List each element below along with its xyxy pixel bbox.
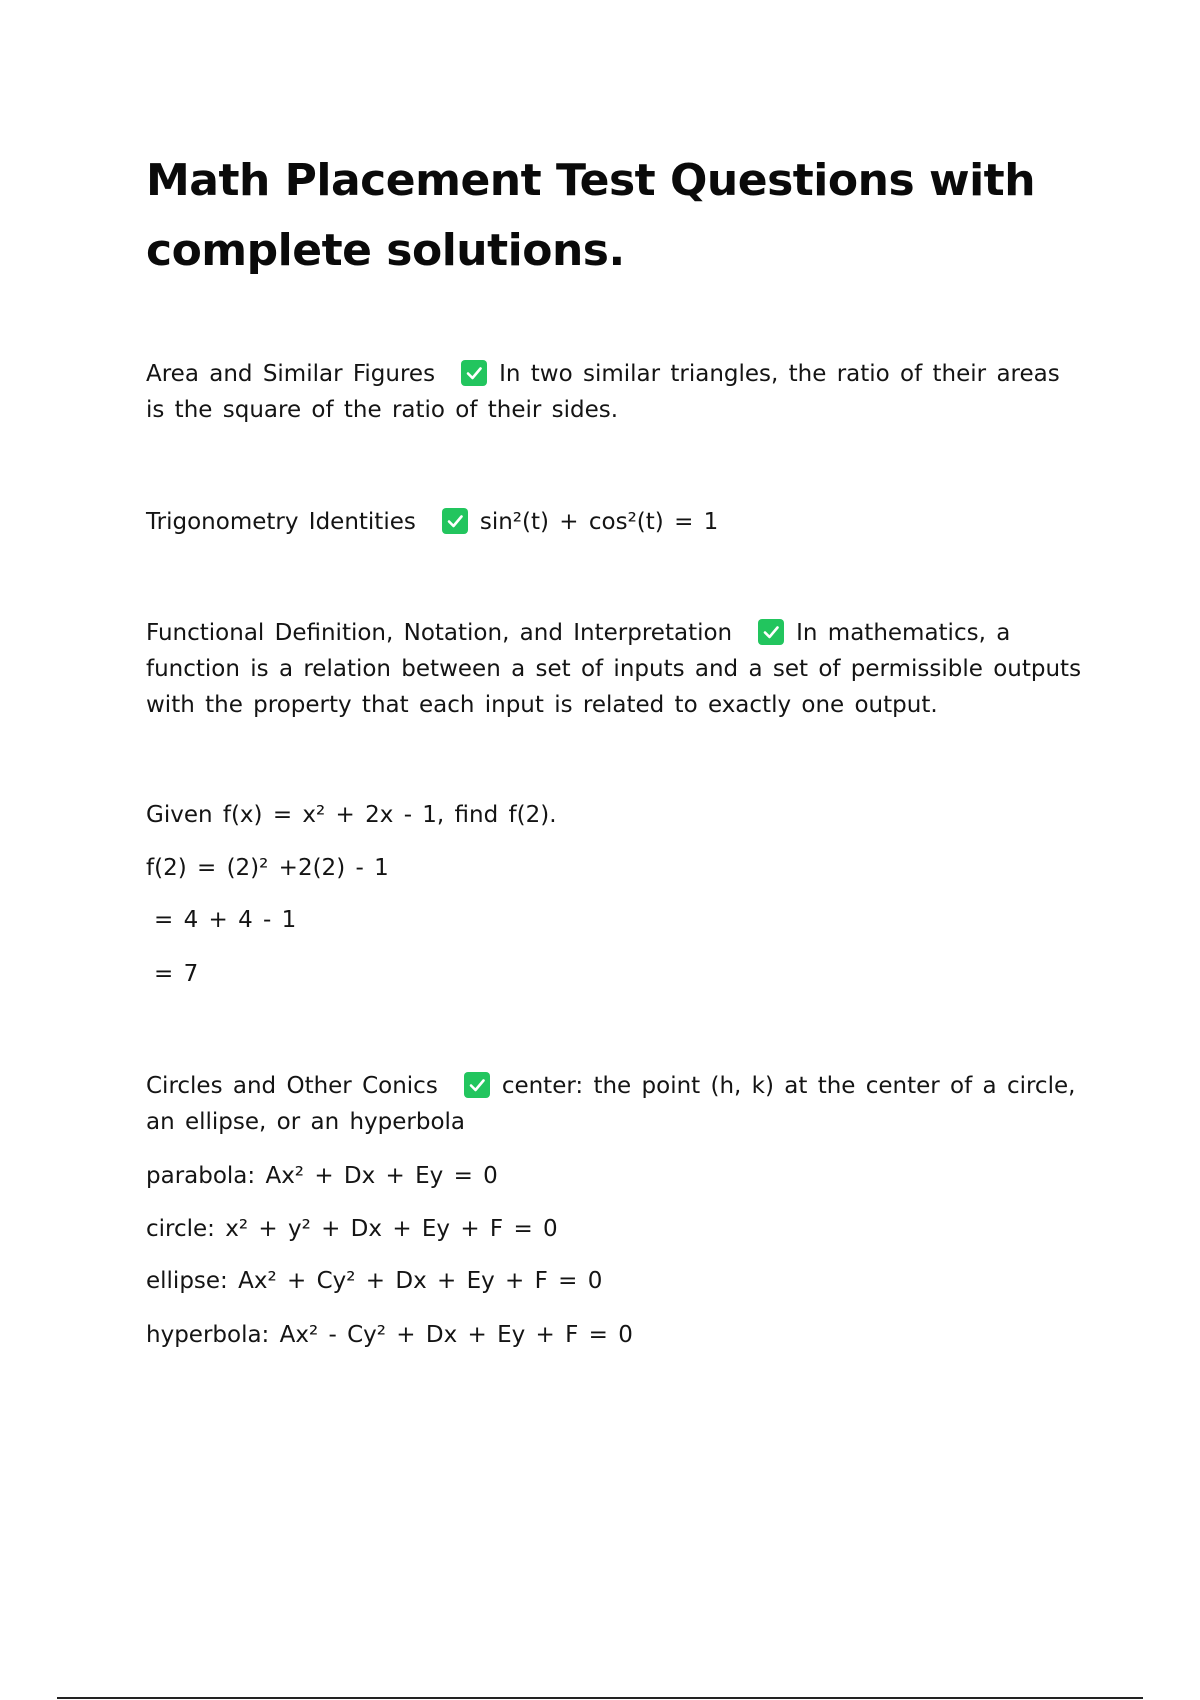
section-answer: In mathematics, a function is a relation between a set of inputs and a set of permissible outputs with the property that each input is related to exactly one output. bbox=[146, 620, 1082, 718]
section-functional-definition bbox=[146, 615, 1086, 723]
conic-equation-circle: circle: x² + y² + Dx + Ey + F = 0 bbox=[146, 1216, 558, 1242]
conic-equation-ellipse: ellipse: Ax² + Cy² + Dx + Ey + F = 0 bbox=[146, 1268, 603, 1294]
check-box-icon bbox=[464, 1072, 490, 1098]
worked-example-step: f(2) = (2)² +2(2) - 1 bbox=[146, 855, 389, 881]
check-box-icon bbox=[461, 360, 487, 386]
page-title: Math Placement Test Questions with complete solutions. bbox=[146, 155, 1036, 276]
section-area-similar-figures bbox=[146, 356, 1086, 428]
section-heading: Trigonometry Identities bbox=[146, 509, 416, 535]
section-heading: Functional Definition, Notation, and Interpretation bbox=[146, 620, 733, 646]
check-box-icon bbox=[442, 508, 468, 534]
conic-equation-hyperbola: hyperbola: Ax² - Cy² + Dx + Ey + F = 0 bbox=[146, 1322, 633, 1348]
section-answer: sin²(t) + cos²(t) = 1 bbox=[479, 509, 719, 535]
page-bottom-rule bbox=[57, 1697, 1143, 1699]
worked-example-step: = 4 + 4 - 1 bbox=[154, 907, 297, 933]
section-answer: center: the point (h, k) at the center of a circle, an ellipse, or an hyperbola bbox=[146, 1073, 1076, 1135]
section-trigonometry-identities bbox=[146, 504, 1086, 540]
worked-example-step: = 7 bbox=[154, 961, 199, 987]
section-heading: Circles and Other Conics bbox=[146, 1073, 438, 1099]
check-box-icon bbox=[758, 619, 784, 645]
worked-example-question: Given f(x) = x² + 2x - 1, find f(2). bbox=[146, 802, 557, 828]
conic-equation-parabola: parabola: Ax² + Dx + Ey = 0 bbox=[146, 1163, 498, 1189]
section-circles-conics bbox=[146, 1068, 1086, 1140]
section-answer: In two similar triangles, the ratio of their areas is the square of the ratio of their sides. bbox=[146, 361, 1060, 423]
section-heading: Area and Similar Figures bbox=[146, 361, 436, 387]
